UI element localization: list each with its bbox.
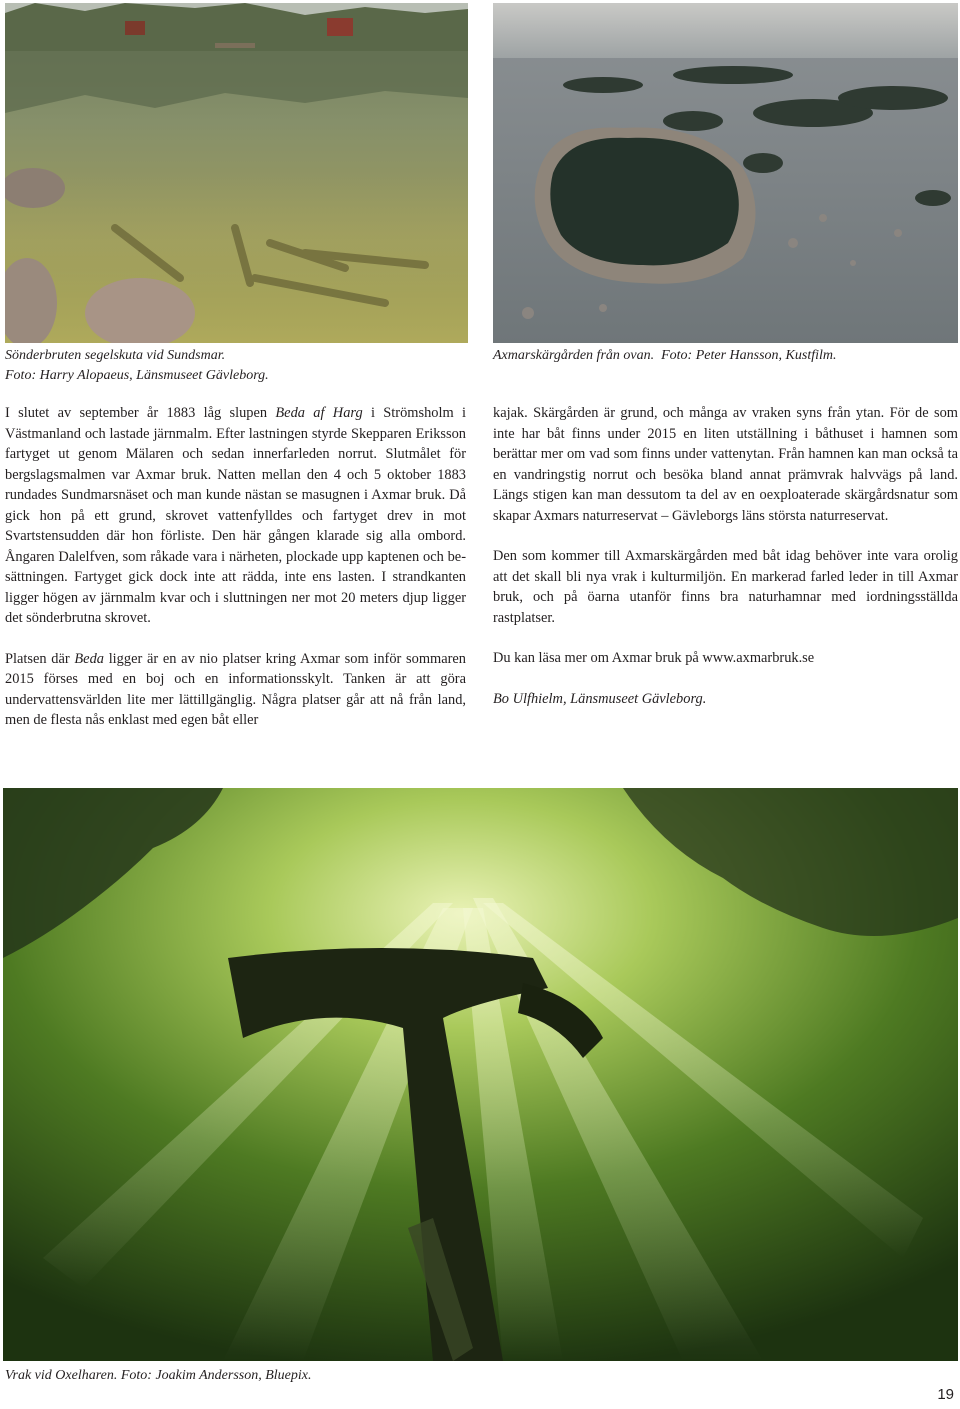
archipelago-aerial-photo (493, 3, 958, 343)
article-paragraph: Den som kommer till Axmarskärgården med båt idag behöver inte vara orolig att det skall bli nya vrak i kulturmiljön. En markerad farled leder in till Axmar bruk, och på öarna utanför finns bra naturhamnar med iordningsställda rastplatser. (493, 548, 958, 626)
page-number: 19 (937, 1386, 954, 1403)
article-paragraph (5, 649, 466, 731)
ship-name: Beda (74, 650, 104, 667)
lake-shore-photo (5, 3, 468, 343)
paragraph-text: i Strömsholm i Västmanland och lastade järnmalm. Efter lastningen styrde Skepparen Eriksson fartyget ut genom Mälaren och sedan innerfarleden norrut. Slutmålet för bergslagsmalmen var Axmar bruk. Natten mellan den 4 och 5 oktober 1883 rundades Sundmarsnäset och man kunde nästan se masugnen i Axmar bruk. Då gick hon på ett grund, skrovet vattenfylldes och fartyget drev in mot Svartstensudden där hon förliste. Den här gången klarade sig alla ombord. Ångaren Dalelfven, som råkade vara i närheten, plockade upp kaptenen och besättningen. Fartyget gick dock inte att rädda, inte ens lasten. I strandkanten ligger högen av järnmalm kvar och i sluttningen ner mot 20 meters djup ligger det sönderbrutna skrovet. (5, 405, 466, 626)
lake-photo-caption (5, 346, 465, 386)
wreck-photo-caption: Vrak vid Oxelharen. Foto: Joakim Andersson, Bluepix. (5, 1368, 312, 1383)
paragraph-text: Platsen där (5, 650, 75, 667)
article-paragraph: Du kan läsa mer om Axmar bruk på www.axmarbruk.se (493, 650, 815, 666)
lake-caption-credit: Foto: Harry Alopaeus, Länsmuseet Gävleborg. (5, 368, 269, 383)
ship-name: Beda af Harg (275, 405, 363, 421)
article-paragraph: kajak. Skärgården är grund, och många av vraken syns från ytan. För de som inte har båt finns under 2015 en liten utställning i båthuset i hamnen som berättar mer om vad som finns under vattenytan. Från hamnen kan man också ta en vandringstig norrut och besöka bland annat prämvrak halvvägs på land. Längs stigen kan man dessutom ta del av en oexploaterade skärgårdsnatur som skapar Axmars naturreservat – Gävleborgs läns största naturreservat. (493, 405, 958, 524)
aerial-photo-caption: Axmarskärgården från ovan. Foto: Peter Hansson, Kustfilm. (493, 348, 837, 363)
paragraph-text: I slutet av september år 1883 låg slupen (5, 405, 276, 421)
underwater-wreck-photo (3, 788, 958, 1361)
paragraph-text: ligger är en av nio platser kring Axmar som inför sommaren 2015 förses med en boj och en informationsskylt. Tanken är att göra undervattensvärlden lite mer lättillgänglig. Några platser går att nå från land, men de flesta nås enklast med egen båt eller (5, 650, 466, 728)
lake-caption-title: Sönderbruten segelskuta vid Sundsmar. (5, 348, 226, 363)
lake-shore-image (5, 3, 468, 343)
author-signature: Bo Ulfhielm, Länsmuseet Gävleborg. (493, 690, 707, 707)
article-right-column (493, 403, 958, 729)
article-left-column (5, 403, 466, 751)
article-paragraph (5, 403, 466, 629)
archipelago-aerial-image (493, 3, 958, 343)
underwater-wreck-image (3, 788, 958, 1361)
